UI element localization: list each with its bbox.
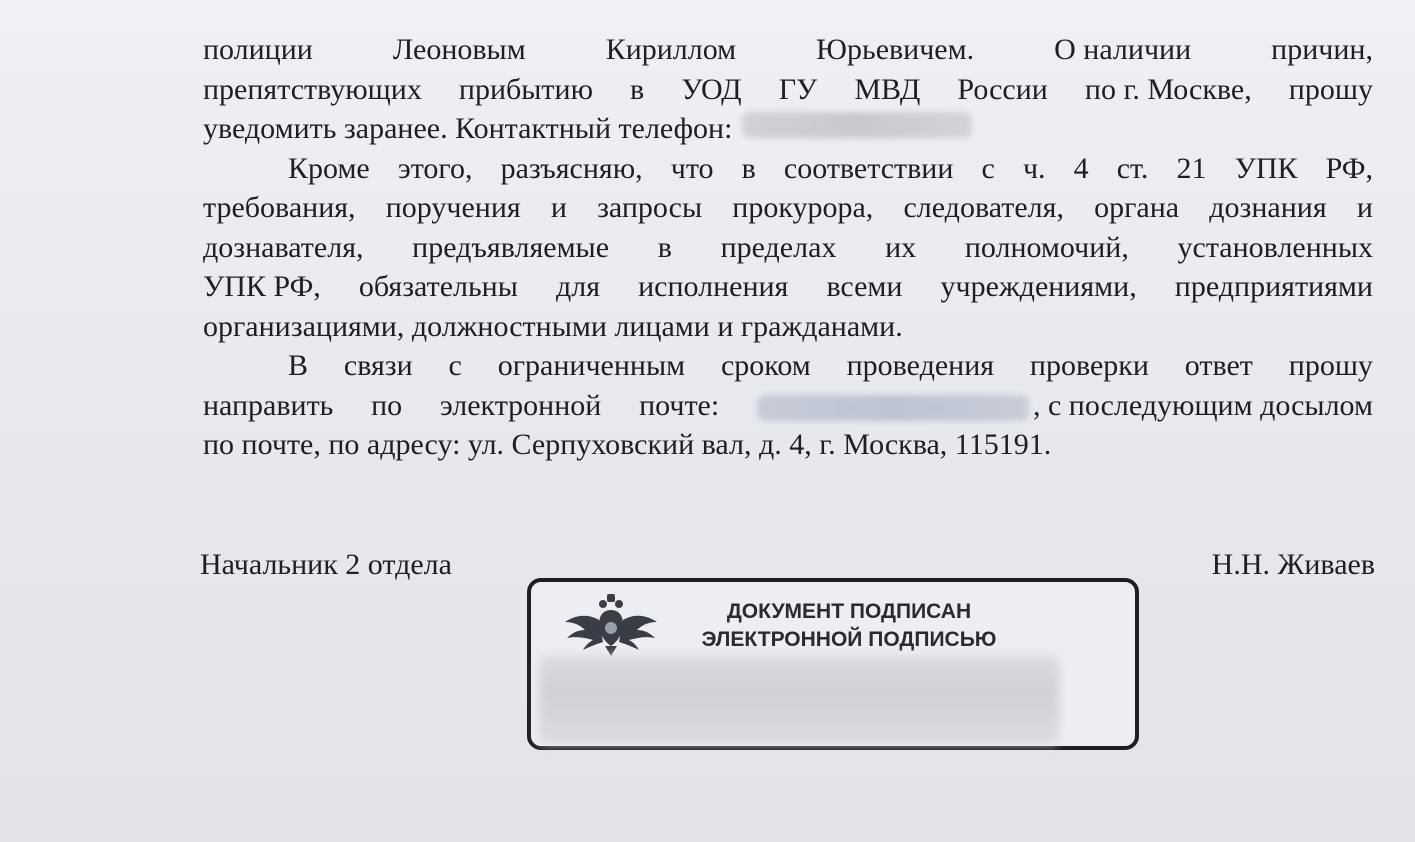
word: 21 (1176, 151, 1207, 185)
line-text: организациями, должностными лицами и гражданами. (203, 309, 903, 343)
word: обязательны (358, 270, 518, 303)
signer-position: Начальник 2 отдела (200, 548, 452, 581)
word: направить (203, 388, 334, 422)
word: Кроме (288, 151, 370, 185)
word: учреждениями, (940, 270, 1137, 303)
line-text: , с последующим досылом (1032, 388, 1373, 422)
word: сроком (720, 349, 811, 382)
word: органа (1094, 191, 1180, 224)
word: почте: (639, 388, 720, 422)
word: исполнения (638, 270, 789, 303)
word: Юрьевичем. (816, 33, 975, 66)
word: препятствующих (203, 72, 422, 106)
line-1 (203, 30, 1373, 70)
word: их (885, 230, 917, 264)
word: УПК РФ, (203, 270, 321, 303)
word: следователя, (903, 191, 1064, 224)
email-group (757, 386, 1373, 426)
word: и (550, 191, 567, 224)
word: РФ, (1325, 151, 1373, 185)
word: требования, (203, 191, 356, 224)
stamp-title-line-2: ЭЛЕКТРОННОЙ ПОДПИСЬЮ (701, 628, 997, 651)
redacted-email-address (757, 395, 1029, 421)
double-headed-eagle-emblem-icon (563, 592, 659, 658)
word: в (741, 151, 756, 185)
line-7 (203, 267, 1373, 307)
word: с (448, 349, 462, 382)
word: Кириллом (605, 33, 737, 66)
word: Леоновым (392, 33, 526, 66)
word: этого, (397, 151, 473, 185)
word: ответ (1184, 349, 1253, 382)
line-2 (203, 70, 1373, 110)
word: запросы (597, 191, 703, 224)
word: прибытию (458, 72, 593, 106)
contact-phone-label: уведомить заранее. Контактный телефон: (203, 112, 733, 145)
word: связи (343, 349, 413, 382)
line-6 (203, 228, 1373, 268)
redacted-phone-number (742, 112, 972, 138)
word: пределах (720, 230, 837, 264)
line-9 (203, 346, 1373, 386)
stamp-title (679, 598, 1019, 654)
word: России (957, 72, 1048, 106)
word: В (288, 349, 309, 382)
word: соответствии (783, 151, 954, 185)
word: причин, (1271, 33, 1373, 66)
word: О наличии (1054, 33, 1192, 66)
word: полномочий, (964, 230, 1129, 264)
word: по (371, 388, 403, 422)
word: с (981, 151, 995, 185)
word: установленных (1177, 230, 1373, 264)
word: для (555, 270, 600, 303)
word: прошу (1288, 349, 1373, 382)
line-10 (203, 386, 1373, 426)
word: разъясняю, (500, 151, 643, 185)
word: прошу (1288, 72, 1373, 106)
redacted-certificate-details (539, 656, 1059, 744)
stamp-title-line-1: ДОКУМЕНТ ПОДПИСАН (726, 600, 972, 623)
electronic-signature-stamp (527, 578, 1139, 750)
word: полиции (203, 33, 313, 66)
word: УОД (681, 72, 742, 106)
word: предприятиями (1174, 270, 1373, 303)
word: поручения (385, 191, 521, 224)
word: по г. Москве, (1084, 72, 1252, 106)
line-11 (203, 425, 1373, 465)
letter-body (203, 30, 1373, 465)
line-3 (203, 109, 1373, 149)
line-4 (203, 149, 1373, 189)
word: прокурора, (732, 191, 874, 224)
word: ограниченным (497, 349, 686, 382)
word: всеми (826, 270, 903, 303)
word: УПК (1234, 151, 1298, 185)
word: ч. (1022, 151, 1046, 185)
line-8 (203, 307, 1373, 347)
word: ГУ (778, 72, 818, 106)
address-line: по почте, по адресу: ул. Серпуховский вал, д. 4, г. Москва, 115191. (203, 428, 1052, 461)
word: проведения (846, 349, 995, 382)
word: проверки (1029, 349, 1149, 382)
line-5 (203, 188, 1373, 228)
word: ст. (1116, 151, 1149, 185)
word: дознавателя, (203, 230, 364, 264)
word: МВД (854, 72, 921, 106)
signer-name: Н.Н. Живаев (1211, 548, 1375, 581)
word: предъявляемые (412, 230, 610, 264)
signature-row (200, 548, 1375, 582)
word: электронной (439, 388, 602, 422)
word: что (670, 151, 714, 185)
word: дознания (1209, 191, 1327, 224)
word: в (657, 230, 672, 264)
word: в (630, 72, 645, 106)
word: 4 (1073, 151, 1089, 185)
word: и (1356, 191, 1373, 224)
